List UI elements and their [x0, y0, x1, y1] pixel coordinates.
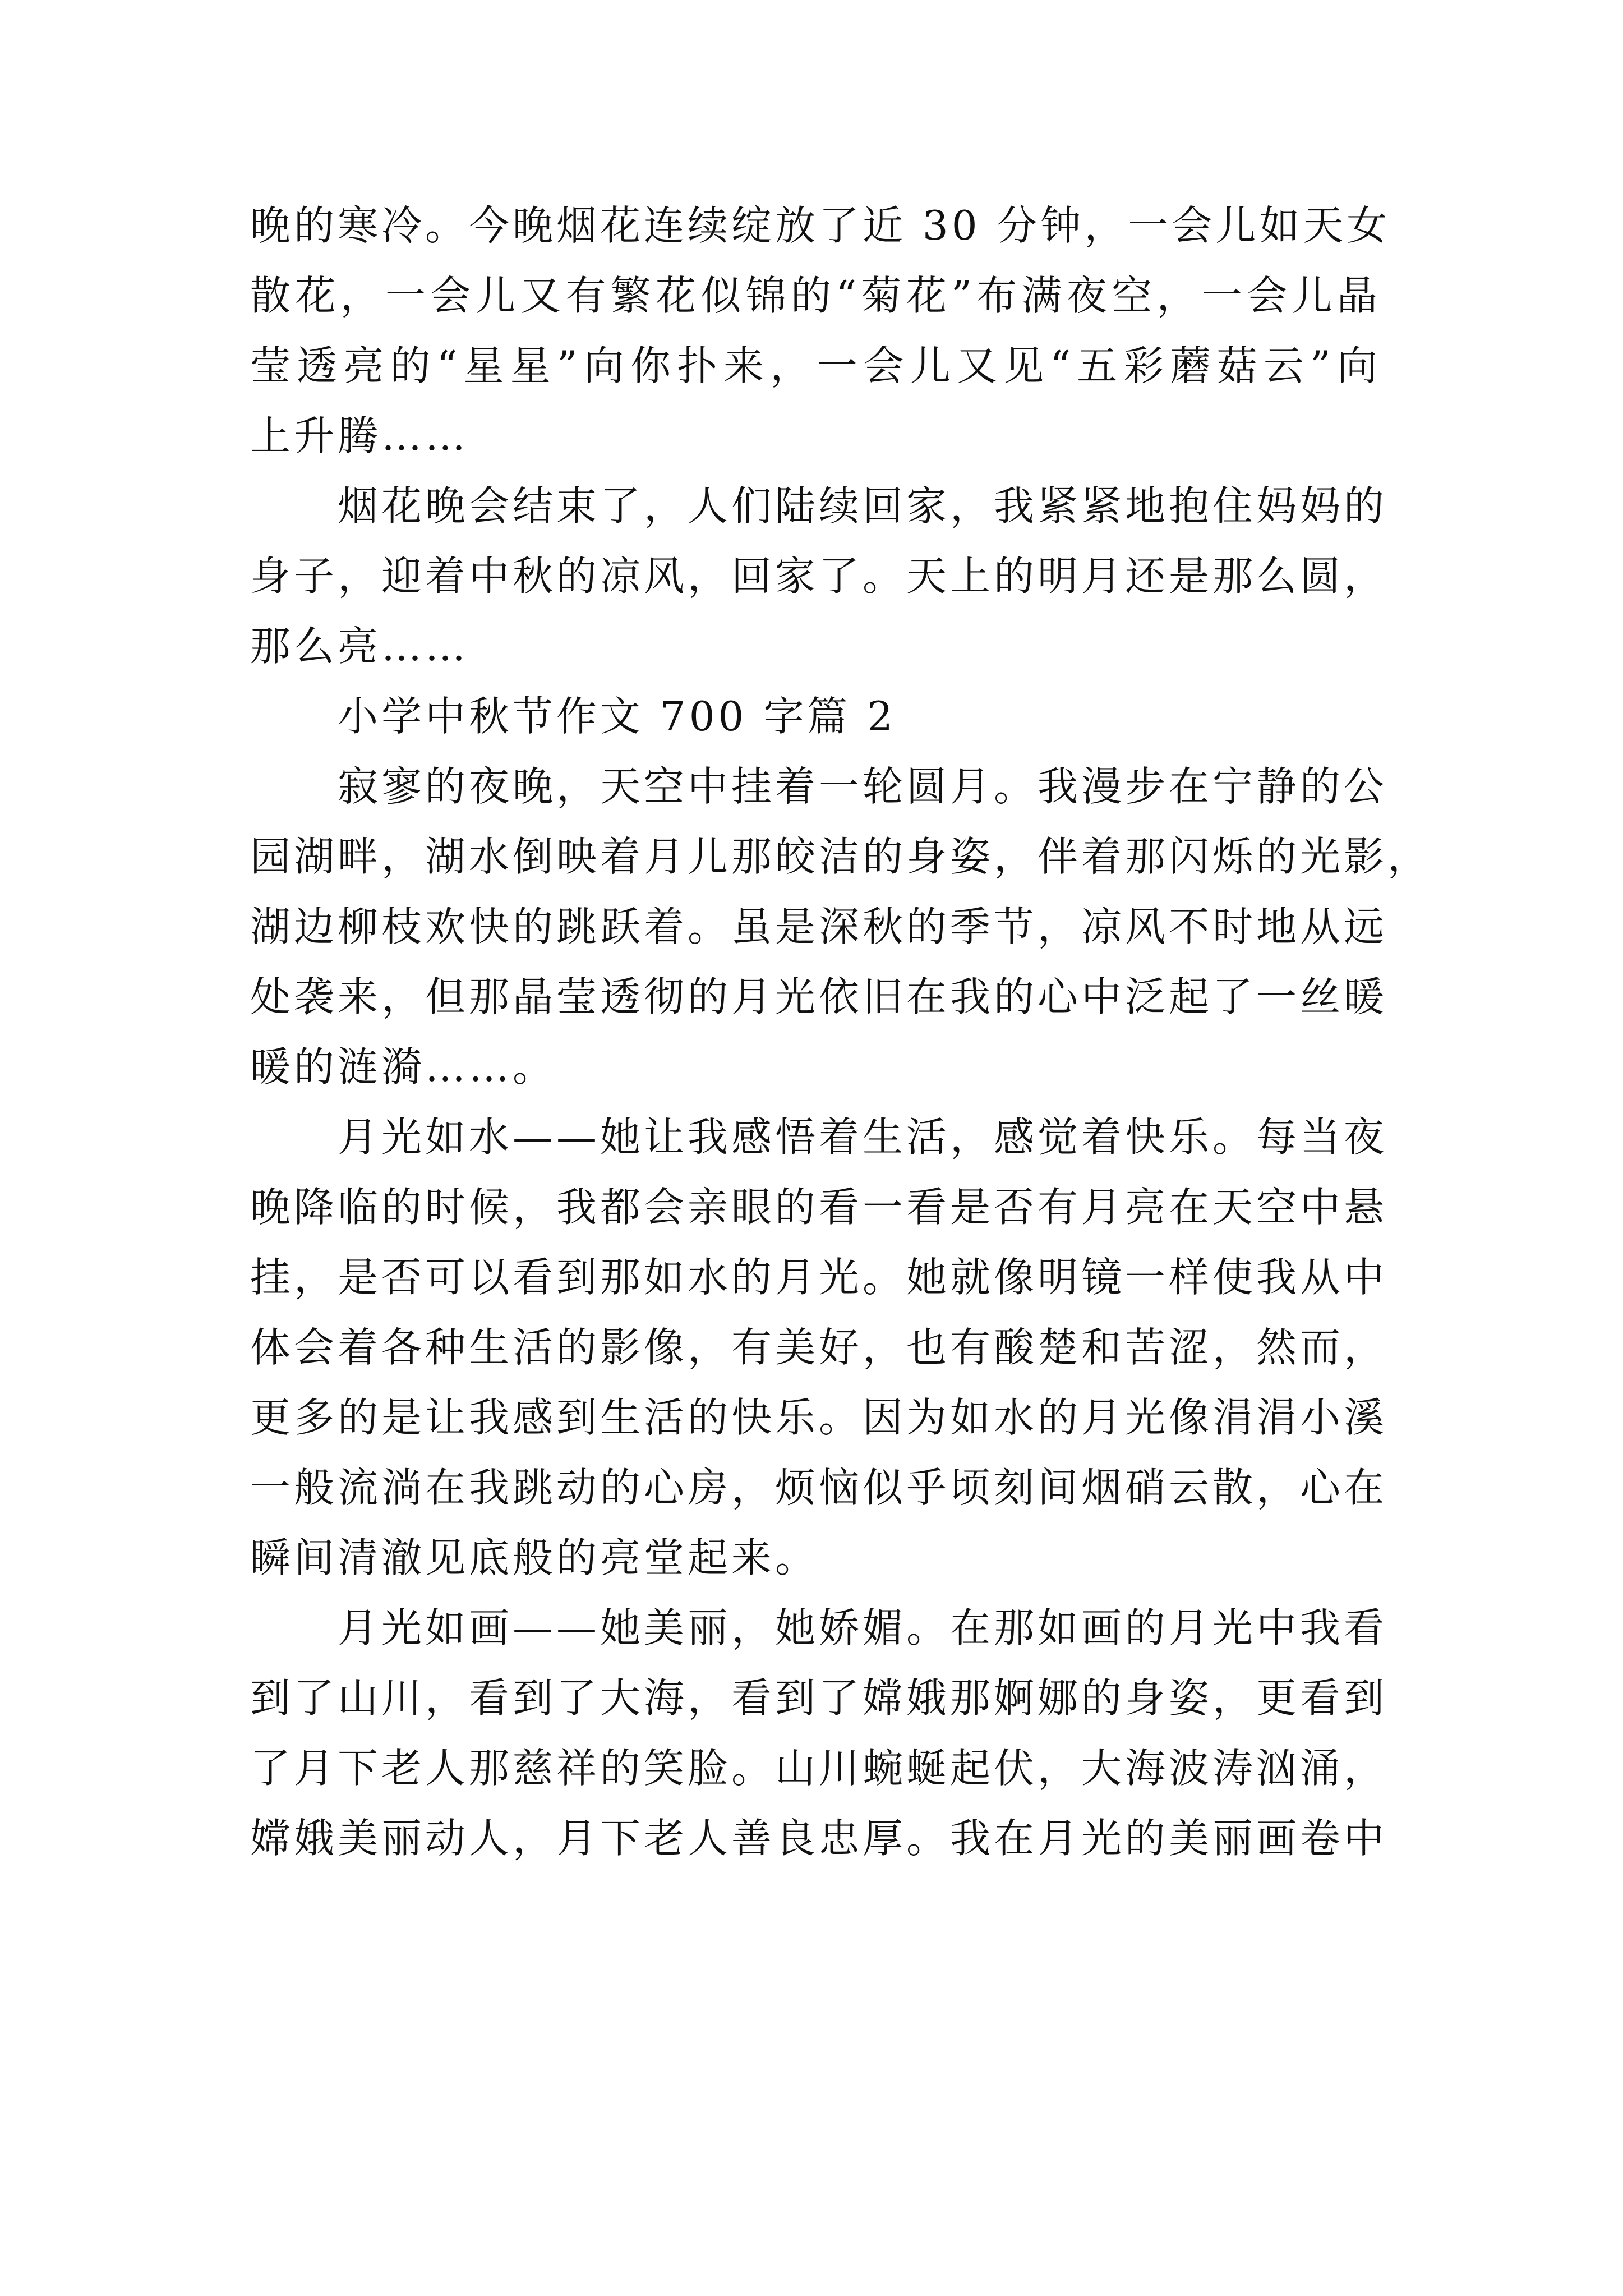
text-line: 上升腾……: [250, 412, 469, 459]
text-line: 园湖畔，湖水倒映着月儿那皎洁的身姿，伴着那闪烁的光影，: [250, 833, 1432, 880]
paragraph-fireworks-end: [250, 191, 1391, 471]
text-line: 月光如画——她美丽，她娇媚。在那如画的月光中我看: [338, 1604, 1388, 1651]
text-line: 处袭来，但那晶莹透彻的月光依旧在我的心中泛起了一丝暖: [250, 973, 1388, 1020]
section-heading: 小学中秋节作文 700 字篇 2: [338, 693, 896, 740]
paragraph-moonlight-like-water: [250, 1102, 1388, 1593]
text-line: 身子，迎着中秋的凉风，回家了。天上的明月还是那么圆，: [250, 553, 1388, 600]
text-line: 嫦娥美丽动人，月下老人善良忠厚。我在月光的美丽画卷中: [250, 1815, 1388, 1862]
text-line: 莹透亮的“星星”向你扑来，一会儿又见“五彩蘑菇云”向: [250, 342, 1381, 389]
text-line: 晚的寒冷。今晚烟花连续绽放了近 30 分钟，一会儿如天女: [250, 202, 1391, 249]
text-line: 瞬间清澈见底般的亮堂起来。: [250, 1534, 819, 1581]
text-line: 挂，是否可以看到那如水的月光。她就像明镜一样使我从中: [250, 1254, 1388, 1301]
text-line: 了月下老人那慈祥的笑脸。山川蜿蜒起伏，大海波涛汹涌，: [250, 1745, 1388, 1792]
text-line: 体会着各种生活的影像，有美好，也有酸楚和苦涩，然而，: [250, 1324, 1388, 1371]
text-line: 暖的涟漪……。: [250, 1043, 557, 1091]
paragraph-moonlight-like-painting: [250, 1593, 1388, 1874]
text-line: 那么亮……: [250, 623, 469, 670]
text-line: 湖边柳枝欢快的跳跃着。虽是深秋的季节，凉风不时地从远: [250, 903, 1388, 950]
text-line: 寂寥的夜晚，天空中挂着一轮圆月。我漫步在宁静的公: [338, 763, 1388, 810]
text-line: 月光如水——她让我感悟着生活，感觉着快乐。每当夜: [338, 1114, 1388, 1161]
text-line: 更多的是让我感到生活的快乐。因为如水的月光像涓涓小溪: [250, 1394, 1388, 1441]
paragraph-lonely-night: [250, 752, 1432, 1102]
text-line: 烟花晚会结束了，人们陆续回家，我紧紧地抱住妈妈的: [338, 482, 1388, 530]
text-line: 晚降临的时候，我都会亲眼的看一看是否有月亮在天空中悬: [250, 1184, 1388, 1231]
text-line: 一般流淌在我跳动的心房，烦恼似乎顷刻间烟硝云散，心在: [250, 1464, 1388, 1511]
paragraph-going-home: [250, 471, 1388, 682]
document-page: [250, 191, 1432, 1874]
text-line: 到了山川，看到了大海，看到了嫦娥那婀娜的身姿，更看到: [250, 1674, 1388, 1722]
text-line: 散花，一会儿又有繁花似锦的“菊花”布满夜空，一会儿晶: [250, 272, 1381, 319]
